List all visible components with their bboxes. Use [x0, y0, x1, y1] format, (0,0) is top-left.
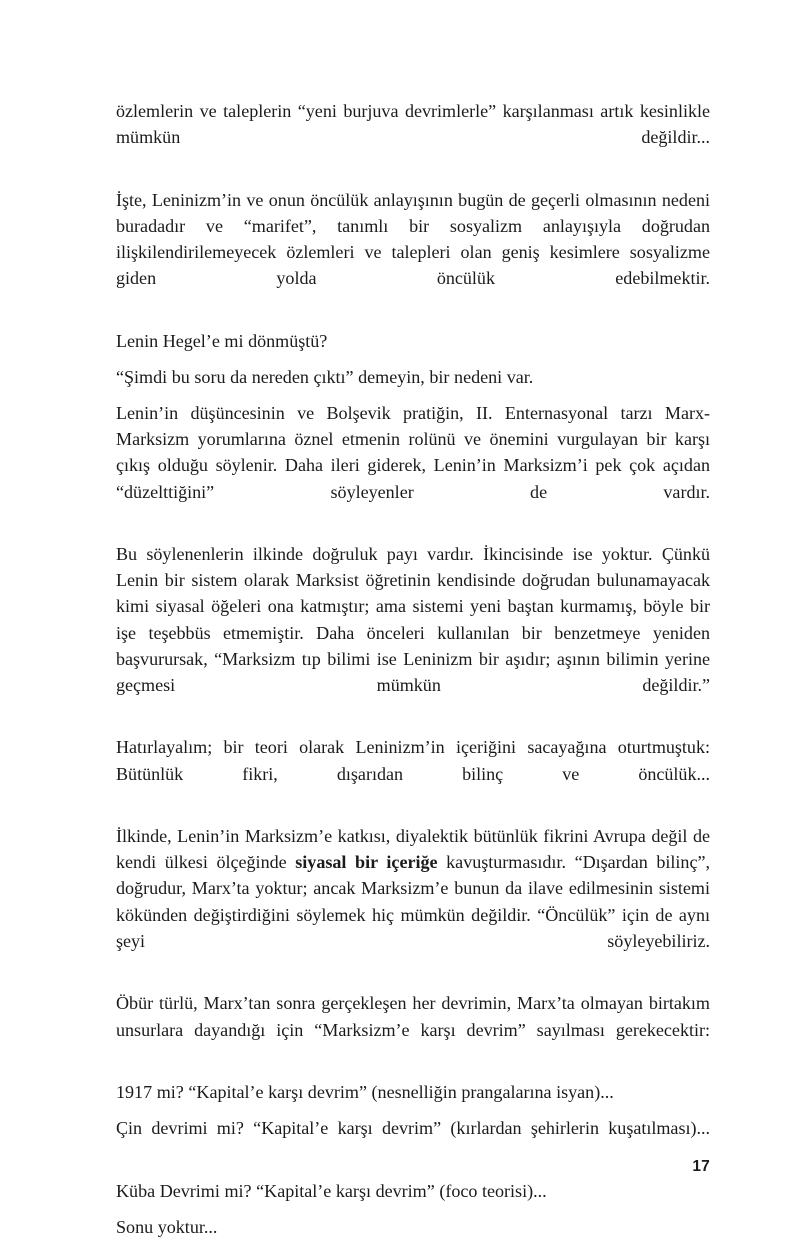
- paragraph-5: Lenin’in düşüncesinin ve Bolşevik pratiğin, II. Enternasyonal tarzı Marx-Marksizm yorumlarına öznel etmenin rolünü ve önemini vurgulayan bir karşı çıkış olduğu söylenir. Daha ileri giderek, Lenin’in Marksizm’i pek çok açıdan “düzelttiğini” söyleyenler de vardır.: [116, 403, 710, 502]
- paragraph-12: Küba Devrimi mi? “Kapital’e karşı devrim” (foco teorisi)...: [116, 1180, 547, 1201]
- body-text-column: [116, 98, 710, 1250]
- paragraph-8-part-1: İlkinde, Lenin’in Marksizm’e katkısı, diyalektik bütünlük fikrini Avrupa değil de kendi ülkesi ölçeğinde: [116, 826, 710, 873]
- paragraph-9: Öbür türlü, Marx’tan sonra gerçekleşen her devrimin, Marx’ta olmayan birtakım unsurlara dayandığı için “Marksizm’e karşı devrim” sayılması gerekecektir:: [116, 993, 710, 1040]
- paragraph-4: “Şimdi bu soru da nereden çıktı” demeyin, bir nedeni var.: [116, 366, 534, 387]
- paragraph-10: 1917 mi? “Kapital’e karşı devrim” (nesnelliğin prangalarına isyan)...: [116, 1081, 614, 1102]
- paragraph-13: Sonu yoktur...: [116, 1216, 218, 1237]
- paragraph-3: Lenin Hegel’e mi dönmüştü?: [116, 330, 328, 351]
- paragraph-8-part-2: kavuşturmasıdır. “Dışardan bilinç”, doğrudur, Marx’ta yoktur; ancak Marksizm’e bunun da ilave edilmesinin sistemi kökünden değiştirdiğini söylemek hiç mümkün değildir. “Öncülük” için de aynı şeyi söyleyebiliriz.: [116, 852, 710, 951]
- paragraph-2: İşte, Leninizm’in ve onun öncülük anlayışının bugün de geçerli olmasının nedeni buradadır ve “marifet”, tanımlı bir sosyalizm anlayışıyla doğrudan ilişkilendirilemeyecek özlemleri ve talepleri olan geniş kesimlere sosyalizme giden yolda öncülük edebilmektir.: [116, 189, 710, 289]
- paragraph-7: Hatırlayalım; bir teori olarak Leninizm’in içeriğini sacayağına oturtmuştuk: Bütünlük fikri, dışarıdan bilinç ve öncülük...: [116, 737, 710, 784]
- emphasis-siyasal-bir-icerige: siyasal bir içeriğe: [295, 852, 438, 873]
- paragraph-1: özlemlerin ve taleplerin “yeni burjuva devrimlerle” karşılanması artık kesinlikle mümkün değildir...: [116, 101, 710, 148]
- paragraph-6: Bu söylenenlerin ilkinde doğruluk payı vardır. İkincisinde ise yoktur. Çünkü Lenin bir sistem olarak Marksist öğretinin kendisinde doğrudan bulunamayacak kimi siyasal öğeleri ona katmıştır; ama sistemi yeni baştan kurmamış, böyle bir işe teşebbüs etmemiştir. Daha önceleri kullanılan bir benzetmeye yeniden başvurursak, “Marksizm tıp bilimi ise Leninizm bir aşıdır; aşının bilimin yerine geçmesi mümkün değildir.”: [116, 544, 710, 696]
- paragraph-8: [116, 823, 710, 980]
- page-number: 17: [692, 1158, 710, 1175]
- paragraph-11: Çin devrimi mi? “Kapital’e karşı devrim” (kırlardan şehirlerin kuşatılması)...: [116, 1118, 710, 1139]
